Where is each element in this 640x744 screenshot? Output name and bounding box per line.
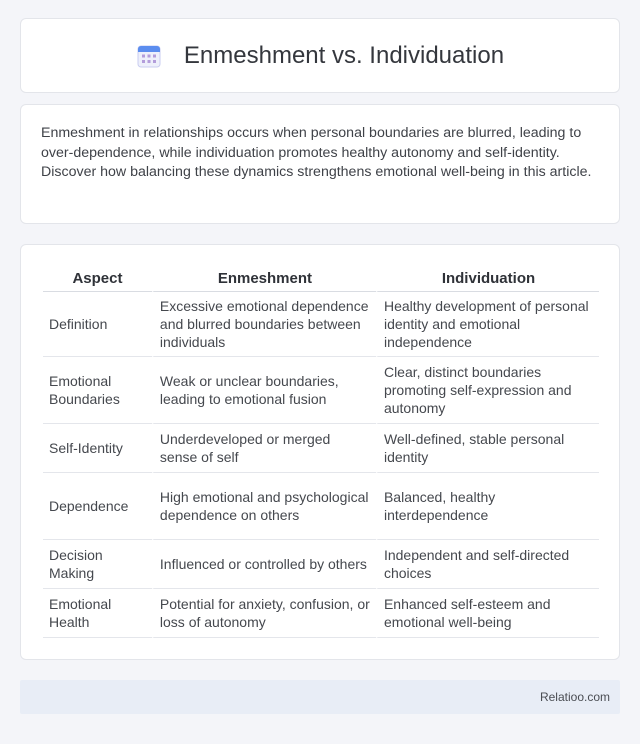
cell-individuation: Independent and self-directed choices [376,540,599,589]
cell-aspect: Decision Making [43,540,152,589]
table-row [43,540,599,589]
cell-aspect: Self-Identity [43,424,152,473]
title-card [20,18,620,93]
header-individuation: Individuation [376,265,599,292]
cell-enmeshment: High emotional and psychological dependence on others [152,473,376,540]
cell-individuation: Balanced, healthy interdependence [376,473,599,540]
cell-aspect: Emotional Boundaries [43,357,152,424]
cell-individuation: Enhanced self-esteem and emotional well-being [376,589,599,638]
cell-individuation: Clear, distinct boundaries promoting self-expression and autonomy [376,357,599,424]
cell-aspect: Dependence [43,473,152,540]
cell-aspect: Definition [43,292,152,357]
intro-paragraph: Enmeshment in relationships occurs when personal boundaries are blurred, leading to over-dependence, while individuation promotes healthy autonomy and self-identity. Discover how balancing these dynamics strengthens emotional well-being in this article. [41,125,592,180]
header-enmeshment: Enmeshment [152,265,376,292]
cell-enmeshment: Excessive emotional dependence and blurred boundaries between individuals [152,292,376,357]
cell-enmeshment: Underdeveloped or merged sense of self [152,424,376,473]
cell-enmeshment: Weak or unclear boundaries, leading to emotional fusion [152,357,376,424]
cell-individuation: Healthy development of personal identity and emotional independence [376,292,599,357]
header-aspect: Aspect [43,265,152,292]
table-header-row [43,265,599,292]
comparison-table-card [20,244,620,660]
intro-card [20,104,620,224]
calendar-icon [136,43,162,69]
table-row [43,589,599,638]
cell-enmeshment: Potential for anxiety, confusion, or loss of autonomy [152,589,376,638]
page-title: Enmeshment vs. Individuation [183,41,505,69]
table-row [43,357,599,424]
cell-individuation: Well-defined, stable personal identity [376,424,599,473]
cell-aspect: Emotional Health [43,589,152,638]
cell-enmeshment: Influenced or controlled by others [152,540,376,589]
table-row [43,292,599,357]
table-row [43,424,599,473]
footer-site-name[interactable]: Relatioo.com [539,690,610,704]
table-row [43,473,599,540]
footer-bar [20,680,620,714]
comparison-table [43,265,599,638]
